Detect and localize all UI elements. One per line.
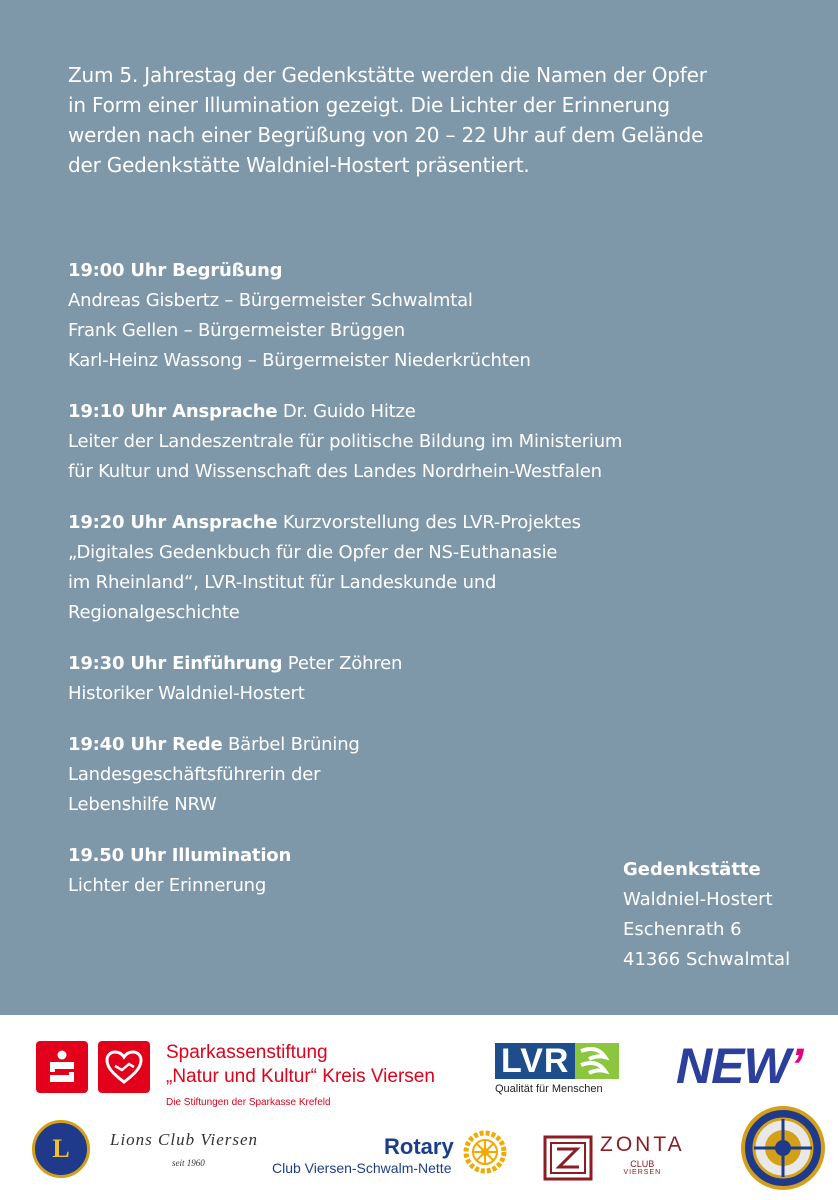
program-line: im Rheinland“, LVR-Institut für Landeskunde und (68, 572, 497, 593)
sparkasse-line: „Natur und Kultur“ Kreis Viersen (166, 1066, 435, 1087)
intro-line: werden nach einer Begrüßung von 20 – 22 Uhr auf dem Gelände (68, 123, 704, 147)
venue-address (623, 855, 790, 975)
sparkasse-s-icon (36, 1041, 88, 1093)
program-heading: 19:20 Uhr Ansprache (68, 512, 278, 533)
address-line: 41366 Schwalmtal (623, 949, 791, 970)
program-heading: 19:10 Uhr Ansprache (68, 401, 278, 422)
program-heading: 19:40 Uhr Rede (68, 734, 223, 755)
program-item-begruessung (68, 256, 628, 376)
heart-hands-icon (98, 1041, 150, 1093)
intro-line: Zum 5. Jahrestag der Gedenkstätte werden die Namen der Opfer (68, 63, 707, 87)
program-item-ansprache-hitze (68, 397, 628, 487)
program-heading: 19:00 Uhr Begrüßung (68, 260, 283, 281)
inner-wheel-emblem-icon (740, 1105, 826, 1191)
lions-club-since: seit 1960 (172, 1158, 205, 1168)
address-title: Gedenkstätte (623, 859, 761, 880)
program-speaker: Dr. Guido Hitze (277, 401, 416, 422)
program-schedule (68, 256, 628, 922)
program-heading: 19:30 Uhr Einführung (68, 653, 283, 674)
program-heading: 19.50 Uhr Illumination (68, 845, 292, 866)
zonta-city: VIERSEN (623, 1169, 662, 1176)
zonta-mark-icon (543, 1135, 593, 1181)
rotary-logo (272, 1135, 454, 1177)
lvr-logo (495, 1043, 625, 1095)
intro-line: der Gedenkstätte Waldniel-Hostert präsentiert. (68, 153, 530, 177)
program-speaker: Peter Zöhren (282, 653, 403, 674)
address-line: Waldniel-Hostert (623, 889, 773, 910)
program-speaker: Kurzvorstellung des LVR-Projektes (277, 512, 581, 533)
intro-paragraph (68, 60, 788, 180)
lvr-wordmark: LVR (495, 1043, 575, 1079)
sponsor-footer (0, 1015, 838, 1200)
program-speaker: Bärbel Brüning (222, 734, 360, 755)
address-line: Eschenrath 6 (623, 919, 742, 940)
intro-line: in Form einer Illumination gezeigt. Die Lichter der Erinnerung (68, 93, 670, 117)
lions-club-logo (110, 1130, 258, 1168)
rotary-club-name: Club Viersen-Schwalm-Nette (272, 1160, 452, 1176)
program-item-einfuehrung (68, 649, 628, 709)
lvr-swoosh-icon (575, 1043, 619, 1079)
sparkasse-subline: Die Stiftungen der Sparkasse Krefeld (166, 1097, 331, 1108)
sparkassenstiftung-text (166, 1041, 435, 1108)
program-line: Andreas Gisbertz – Bürgermeister Schwalmtal (68, 290, 473, 311)
new-wordmark: NEW (676, 1038, 790, 1094)
lions-emblem-letter: L (52, 1134, 70, 1163)
zonta-logo (600, 1133, 685, 1176)
program-line: für Kultur und Wissenschaft des Landes Nordrhein-Westfalen (68, 461, 602, 482)
program-line: Landesgeschäftsführerin der (68, 764, 321, 785)
zonta-wordmark: ZONTA (600, 1133, 685, 1156)
new-logo (676, 1037, 803, 1095)
program-line: „Digitales Gedenkbuch für die Opfer der NS-Euthanasie (68, 542, 558, 563)
zonta-club: CLUB (630, 1159, 655, 1169)
program-line: Leiter der Landeszentrale für politische Bildung im Ministerium (68, 431, 623, 452)
lions-emblem-icon (32, 1120, 90, 1178)
program-item-rede (68, 730, 628, 820)
program-line: Historiker Waldniel-Hostert (68, 683, 305, 704)
program-line: Frank Gellen – Bürgermeister Brüggen (68, 320, 405, 341)
lions-club-name: Lions Club Viersen (110, 1130, 259, 1149)
program-item-illumination (68, 841, 628, 901)
new-apostrophe: ’ (789, 1038, 803, 1094)
rotary-wheel-icon (462, 1129, 508, 1175)
program-line: Lichter der Erinnerung (68, 875, 267, 896)
lvr-tagline: Qualität für Menschen (495, 1083, 603, 1095)
program-item-ansprache-lvr (68, 508, 628, 628)
program-line: Karl-Heinz Wassong – Bürgermeister Niederkrüchten (68, 350, 531, 371)
sparkasse-line: Sparkassenstiftung (166, 1042, 328, 1063)
rotary-wordmark: Rotary (384, 1134, 454, 1159)
program-line: Regionalgeschichte (68, 602, 240, 623)
program-line: Lebenshilfe NRW (68, 794, 217, 815)
